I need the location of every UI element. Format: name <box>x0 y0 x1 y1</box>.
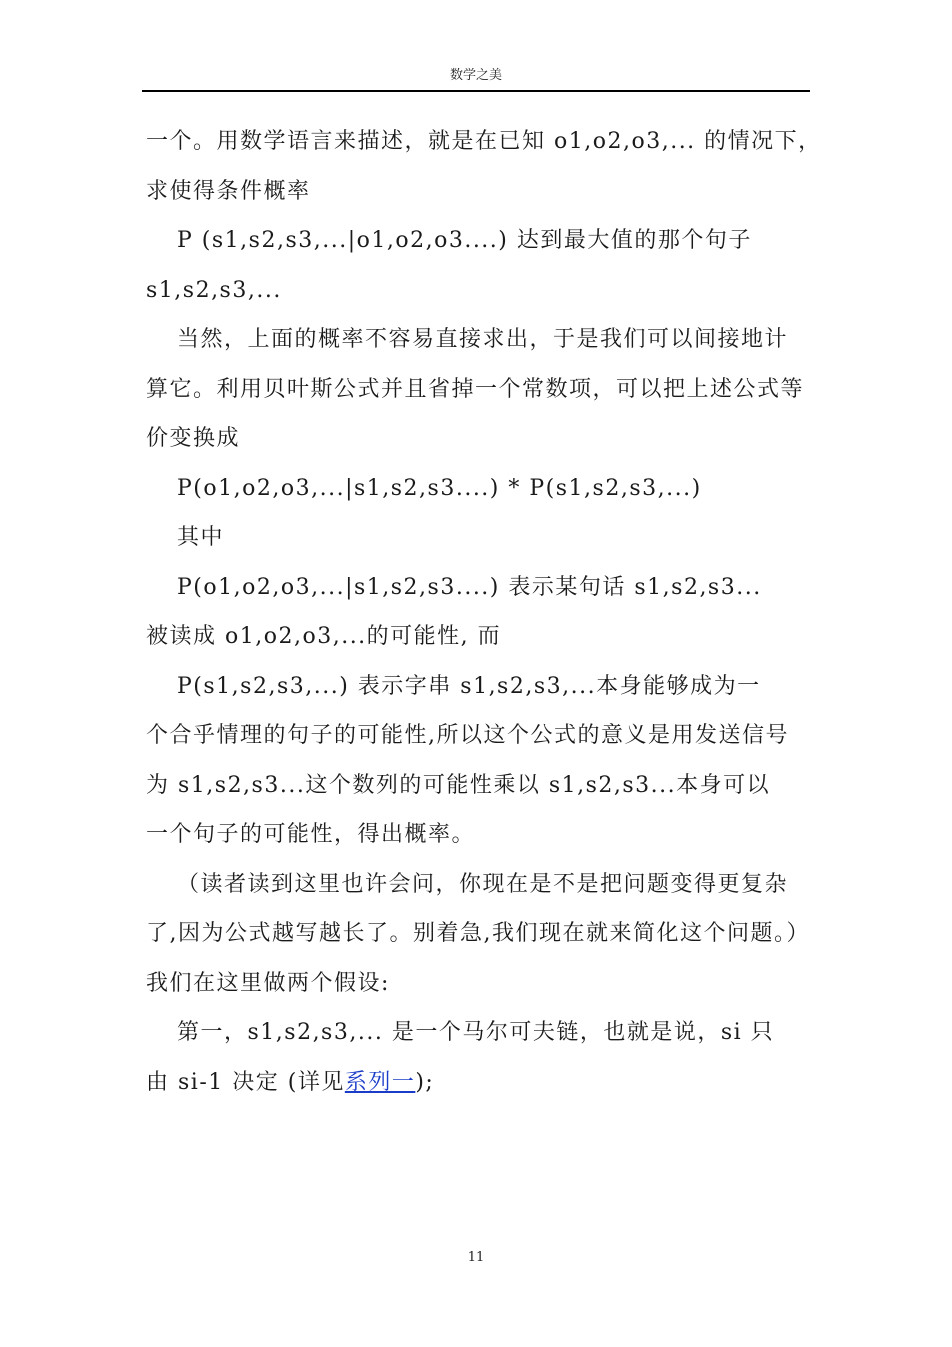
paragraph-start: 当然，上面的概率不容易直接求出，于是我们可以间接地计 <box>177 327 789 352</box>
text-line: 我们在这里做两个假设: <box>146 970 390 996</box>
text-line <box>146 1058 810 1108</box>
text-line: s1,s2,s3,... <box>146 277 282 303</box>
text-line: 其中 <box>177 525 225 550</box>
formula-line: P (s1,s2,s3,...|o1,o2,o3....) 达到最大值的那个句子 <box>177 228 752 253</box>
last-line-prefix: 由 si-1 决定 (详见 <box>146 1069 345 1095</box>
formula-line: P(o1,o2,o3,...|s1,s2,s3....) * P(s1,s2,s3,...) <box>177 475 702 501</box>
document-body <box>146 117 822 1107</box>
last-line-suffix: ); <box>415 1069 435 1095</box>
series-one-link[interactable]: 系列一 <box>344 1069 416 1095</box>
text-line: 一个。用数学语言来描述，就是在已知 o1,o2,o3,... 的情况下， <box>146 129 822 154</box>
text-line: 求使得条件概率 <box>146 178 311 204</box>
formula-line: P(s1,s2,s3,...) 表示字串 s1,s2,s3,...本身能够成为一 <box>177 673 761 699</box>
text-line: 价变换成 <box>146 426 241 451</box>
formula-line: P(o1,o2,o3,...|s1,s2,s3....) 表示某句话 s1,s2,s3... <box>177 574 762 600</box>
page-number: 11 <box>467 1250 485 1265</box>
text-line: 个合乎情理的句子的可能性,所以这个公式的意义是用发送信号 <box>146 723 789 748</box>
text-line: 被读成 o1,o2,o3,...的可能性, 而 <box>146 624 502 649</box>
paragraph-start: 第一，s1,s2,s3,... 是一个马尔可夫链，也就是说，si 只 <box>177 1020 775 1045</box>
page-header <box>142 66 810 92</box>
header-title: 数学之美 <box>449 68 502 83</box>
text-line: 为 s1,s2,s3...这个数列的可能性乘以 s1,s2,s3...本身可以 <box>146 772 771 798</box>
text-line: 算它。利用贝叶斯公式并且省掉一个常数项，可以把上述公式等 <box>146 376 805 402</box>
text-line: 一个句子的可能性，得出概率。 <box>146 822 476 847</box>
text-line: 了,因为公式越写越长了。别着急,我们现在就来简化这个问题。） <box>146 921 810 946</box>
paragraph-start: （读者读到这里也许会问，你现在是不是把问题变得更复杂 <box>177 871 789 897</box>
